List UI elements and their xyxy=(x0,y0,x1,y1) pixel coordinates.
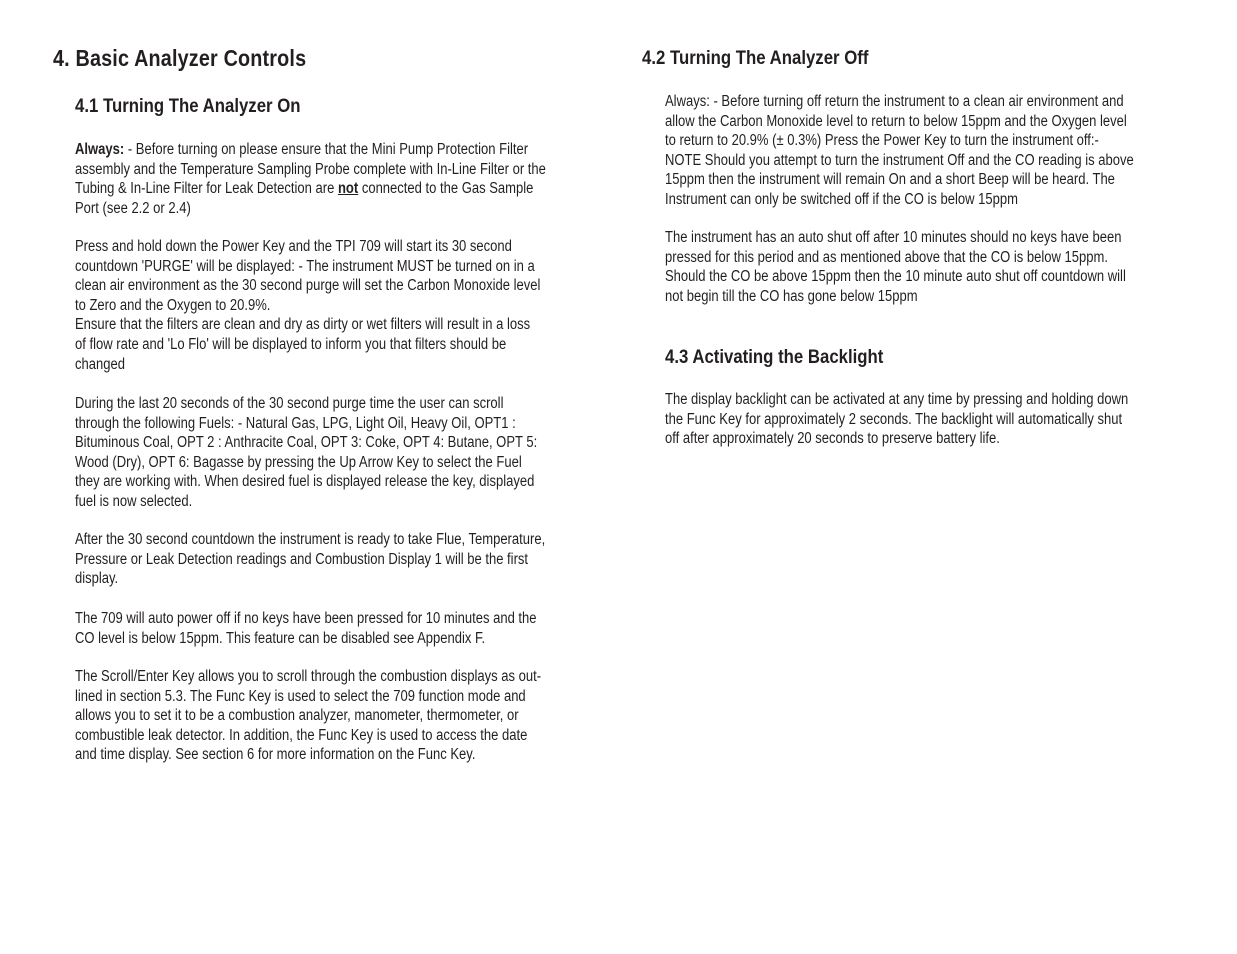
paragraph-line xyxy=(75,179,546,199)
subsection-heading-turning-off: 4.2 Turning The Analyzer Off xyxy=(642,47,869,69)
subsection-heading-turning-on: 4.1 Turning The Analyzer On xyxy=(75,95,301,117)
paragraph-auto-shut-off xyxy=(665,228,1126,306)
section-heading: 4. Basic Analyzer Controls xyxy=(53,45,307,71)
paragraph-line: not begin till the CO has gone below 15ppm xyxy=(665,287,918,305)
paragraph-line: assembly and the Temperature Sampling Probe complete with In-Line Filter or the xyxy=(75,160,546,178)
paragraph-line: The Scroll/Enter Key allows you to scroll through the combustion displays as out- xyxy=(75,668,542,685)
paragraph-line: Bituminous Coal, OPT 2 : Anthracite Coal, OPT 3: Coke, OPT 4: Butane, OPT 5: xyxy=(75,434,538,452)
paragraph-line xyxy=(75,140,546,160)
paragraph-line: 15ppm then the instrument will remain On and a short Beep will be heard. The xyxy=(665,171,1115,189)
text-span: - Before turning on please ensure that the Mini Pump Protection Filter xyxy=(124,141,529,158)
paragraph-line: NOTE Should you attempt to turn the instrument Off and the CO reading is above xyxy=(665,151,1134,169)
paragraph-line: The 709 will auto power off if no keys have been pressed for 10 minutes and the xyxy=(75,610,537,627)
paragraph-line: Wood (Dry), OPT 6: Bagasse by pressing the Up Arrow Key to select the Fuel xyxy=(75,453,522,471)
subsection-heading-backlight: 4.3 Activating the Backlight xyxy=(665,346,884,368)
paragraph-countdown xyxy=(75,530,545,589)
paragraph-line: Ensure that the filters are clean and dry as dirty or wet filters will result in a loss xyxy=(75,316,531,334)
paragraph-line: display. xyxy=(75,570,119,588)
paragraph-line: allows you to set it to be a combustion analyzer, manometer, thermometer, or xyxy=(75,707,519,725)
paragraph-line: to Zero and the Oxygen to 20.9%. xyxy=(75,296,271,314)
paragraph-line: allow the Carbon Monoxide level to return to below 15ppm and the Oxygen level xyxy=(665,112,1127,130)
paragraph-line: Should the CO be above 15ppm then the 10 minute auto shut off countdown will xyxy=(665,268,1126,286)
paragraph-line: combustible leak detector. In addition, the Func Key is used to access the date xyxy=(75,726,528,744)
paragraph-line: During the last 20 seconds of the 30 second purge time the user can scroll xyxy=(75,395,504,412)
paragraph-line: Instrument can only be switched off if the CO is below 15ppm xyxy=(665,190,1018,208)
paragraph-backlight xyxy=(665,390,1128,449)
paragraph-line: the Func Key for approximately 2 seconds. The backlight will automatically shut xyxy=(665,410,1123,428)
text-span: Tubing & In-Line Filter for Leak Detection are xyxy=(75,180,338,198)
paragraph-power-key xyxy=(75,237,540,374)
paragraph-line: to return to 20.9% (± 0.3%) Press the Power Key to turn the instrument off:- xyxy=(665,132,1099,150)
paragraph-line: pressed for this period and as mentioned above that the CO is below 15ppm. xyxy=(665,248,1108,266)
paragraph-always-off xyxy=(665,92,1134,210)
text-span: connected to the Gas Sample xyxy=(358,180,534,198)
paragraph-line: of flow rate and 'Lo Flo' will be displayed to inform you that filters should be xyxy=(75,335,507,353)
paragraph-line: Always: - Before turning off return the instrument to a clean air environment and xyxy=(665,93,1124,110)
paragraph-line: The instrument has an auto shut off after 10 minutes should no keys have been xyxy=(665,229,1122,246)
paragraph-line: The display backlight can be activated at any time by pressing and holding down xyxy=(665,391,1129,408)
paragraph-fuel-select xyxy=(75,394,537,512)
paragraph-line: through the following Fuels: - Natural Gas, LPG, Light Oil, Heavy Oil, OPT1 : xyxy=(75,414,516,432)
not-emphasis: not xyxy=(337,180,359,198)
paragraph-line: Press and hold down the Power Key and the TPI 709 will start its 30 second xyxy=(75,238,512,255)
paragraph-line: Port (see 2.2 or 2.4) xyxy=(75,199,191,217)
paragraph-line: fuel is now selected. xyxy=(75,492,193,510)
paragraph-line: lined in section 5.3. The Func Key is used to select the 709 function mode and xyxy=(75,687,526,705)
always-label: Always: xyxy=(75,141,125,158)
paragraph-line: After the 30 second countdown the instrument is ready to take Flue, Temperature, xyxy=(75,531,546,548)
paragraph-line: CO level is below 15ppm. This feature can be disabled see Appendix F. xyxy=(75,629,486,647)
paragraph-scroll-func xyxy=(75,667,541,765)
paragraph-line: changed xyxy=(75,355,125,373)
paragraph-auto-power-off xyxy=(75,609,537,648)
paragraph-always-on xyxy=(75,140,546,218)
paragraph-line: Pressure or Leak Detection readings and Combustion Display 1 will be the first xyxy=(75,550,529,568)
paragraph-line: they are working with. When desired fuel is displayed release the key, displayed xyxy=(75,473,535,491)
paragraph-line: countdown 'PURGE' will be displayed: - The instrument MUST be turned on in a xyxy=(75,257,535,275)
paragraph-line: off after approximately 20 seconds to preserve battery life. xyxy=(665,430,1000,448)
paragraph-line: clean air environment as the 30 second purge will set the Carbon Monoxide level xyxy=(75,277,541,295)
paragraph-line: and time display. See section 6 for more information on the Func Key. xyxy=(75,746,476,764)
